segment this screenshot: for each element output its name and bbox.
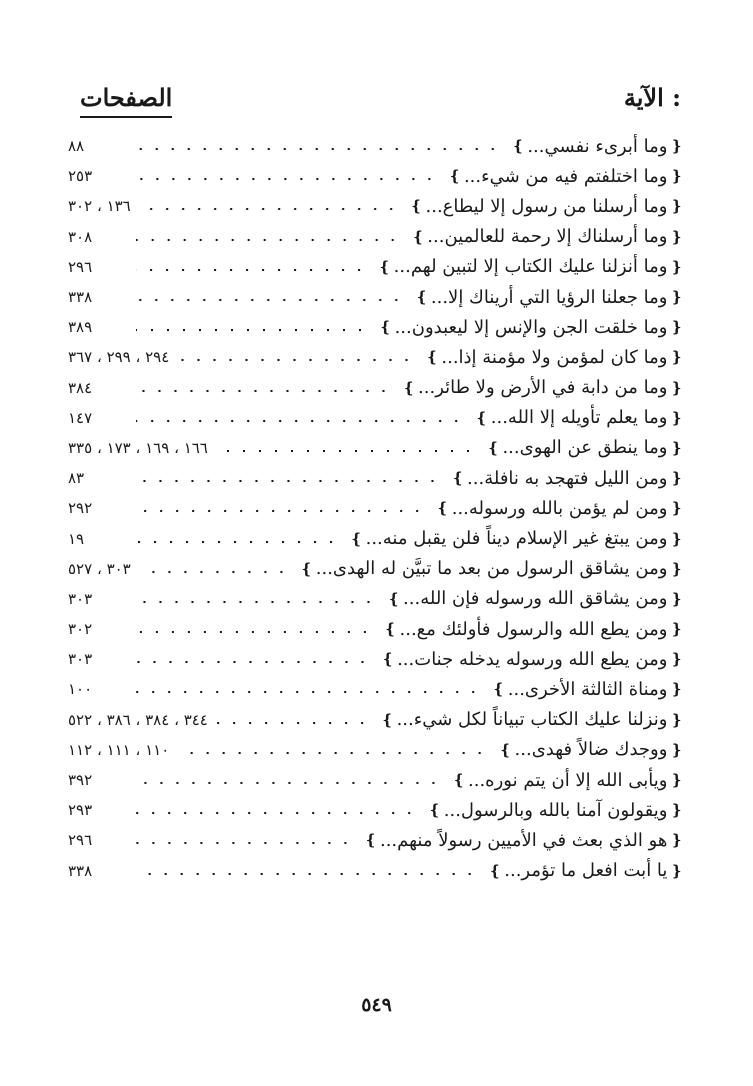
verse-cell — [449, 770, 686, 791]
leader-dots — [216, 721, 370, 725]
verse-text: ويقولون آمنا بالله وبالرسول... — [443, 799, 668, 821]
open-bracket-ornament-icon: ❴ — [670, 167, 683, 186]
open-bracket-ornament-icon: ❴ — [670, 318, 683, 337]
verse-cell — [425, 800, 686, 821]
page-refs: ٢٥٣ — [68, 167, 93, 186]
verse-index-list — [68, 131, 686, 886]
leader-dots — [177, 358, 415, 362]
leader-dots — [136, 177, 437, 181]
leader-dots — [216, 449, 476, 453]
index-row — [68, 222, 686, 252]
leader-dots — [136, 630, 373, 634]
index-row — [68, 765, 686, 795]
close-bracket-ornament-icon: ❵ — [380, 710, 394, 729]
page-refs: ١١٠ ، ١١١ ، ١١٢ — [68, 740, 170, 759]
verse-cell — [381, 619, 686, 640]
index-row — [68, 282, 686, 312]
open-bracket-ornament-icon: ❴ — [670, 257, 683, 276]
verse-text: ومن يطع الله ورسوله يدخله جنات... — [397, 648, 668, 670]
index-row — [68, 252, 686, 282]
page-refs: ٣٤٤ ، ٣٨٤ ، ٣٨٦ ، ٥٢٢ — [68, 710, 208, 729]
page-refs: ٣٠٣ — [68, 650, 93, 669]
verse-text: ومناة الثالثة الأخرى... — [507, 678, 668, 700]
verse-cell — [409, 226, 686, 247]
close-bracket-ornament-icon: ❵ — [379, 318, 392, 337]
verse-text: ومن لم يؤمن بالله ورسوله... — [451, 497, 668, 519]
leader-dots — [136, 389, 391, 393]
verse-cell — [376, 317, 686, 338]
verse-text: وما اختلفتم فيه من شيء... — [463, 165, 668, 187]
page-refs: ٣٨٤ — [68, 378, 93, 397]
verse-cell — [347, 528, 686, 549]
page-refs: ٨٣ — [68, 469, 85, 488]
verse-cell — [361, 830, 686, 851]
verse-cell — [378, 709, 686, 730]
verse-text: وما ينطق عن الهوى... — [502, 437, 668, 459]
index-row — [68, 584, 686, 614]
verse-cell — [375, 256, 686, 277]
leader-dots — [136, 540, 339, 544]
close-bracket-ornament-icon: ❵ — [498, 740, 512, 759]
verse-text: وما من دابة في الأرض ولا طائر... — [418, 377, 668, 399]
page-refs: ١٠٠ — [68, 680, 93, 699]
verse-text: وما أرسلناك إلا رحمة للعالمين... — [427, 226, 668, 248]
close-bracket-ornament-icon: ❵ — [486, 438, 500, 457]
leader-dots — [136, 479, 440, 483]
index-row — [68, 191, 686, 221]
page-refs: ٣٠٣ ، ٥٢٧ — [68, 559, 131, 578]
open-bracket-ornament-icon: ❴ — [670, 378, 683, 397]
close-bracket-ornament-icon: ❵ — [383, 620, 397, 639]
leader-dots — [136, 600, 376, 604]
verse-text: وما كان لمؤمن ولا مؤمنة إذا... — [441, 346, 668, 368]
leader-dots — [139, 207, 399, 211]
leader-dots — [136, 268, 367, 272]
leader-dots — [136, 872, 478, 876]
verse-cell — [399, 377, 686, 398]
verse-text: ونزلنا عليك الكتاب تبياناً لكل شيء... — [396, 709, 668, 731]
verse-text: وما أرسلنا من رسول إلا ليطاع... — [425, 195, 668, 217]
index-row — [68, 735, 686, 765]
index-row — [68, 674, 686, 704]
verse-cell — [433, 498, 686, 519]
verse-text: وما خلقت الجن والإنس إلا ليعبدون... — [394, 316, 668, 338]
verse-text: ومن يشاقق الله ورسوله فإن الله... — [403, 588, 668, 610]
verse-cell — [412, 287, 686, 308]
close-bracket-ornament-icon: ❵ — [402, 378, 416, 397]
index-row — [68, 554, 686, 584]
leader-dots — [136, 811, 417, 815]
open-bracket-ornament-icon: ❴ — [670, 529, 683, 548]
leader-dots — [136, 690, 481, 694]
verse-text: ومن يشاقق الرسول من بعد ما تبيَّن له الهدى... — [315, 558, 668, 580]
close-bracket-ornament-icon: ❵ — [411, 227, 425, 246]
close-bracket-ornament-icon: ❵ — [475, 408, 488, 427]
verse-cell — [448, 468, 686, 489]
leader-dots — [139, 570, 289, 574]
close-bracket-ornament-icon: ❵ — [300, 559, 313, 578]
page-refs: ٢٩٦ — [68, 831, 93, 850]
index-row — [68, 825, 686, 855]
open-bracket-ornament-icon: ❴ — [670, 227, 683, 246]
page-refs: ٢٩٤ ، ٢٩٩ ، ٣٦٧ — [68, 348, 170, 367]
leader-dots — [136, 328, 368, 332]
leader-dots — [136, 238, 401, 242]
index-row — [68, 493, 686, 523]
verse-text: ووجدك ضالاً فهدى... — [514, 739, 668, 761]
close-bracket-ornament-icon: ❵ — [448, 167, 461, 186]
close-bracket-ornament-icon: ❵ — [350, 529, 363, 548]
open-bracket-ornament-icon: ❴ — [670, 499, 683, 518]
open-bracket-ornament-icon: ❴ — [670, 861, 683, 880]
open-bracket-ornament-icon: ❴ — [670, 620, 683, 639]
index-row — [68, 131, 686, 161]
close-bracket-ornament-icon: ❵ — [364, 831, 377, 850]
index-row — [68, 856, 686, 886]
page-refs: ٣٨٩ — [68, 318, 93, 337]
open-bracket-ornament-icon: ❴ — [670, 348, 683, 367]
page-refs: ٣٠٣ — [68, 589, 93, 608]
page-refs: ١٤٧ — [68, 408, 93, 427]
page-refs: ٢٩٦ — [68, 257, 93, 276]
leader-dots — [136, 781, 441, 785]
verse-cell — [423, 347, 686, 368]
pages-column-header: الصفحات — [80, 82, 172, 118]
close-bracket-ornament-icon: ❵ — [488, 861, 502, 880]
close-bracket-ornament-icon: ❵ — [378, 257, 391, 276]
verse-text: وما جعلنا الرؤيا التي أريناك إلا... — [430, 286, 668, 308]
verse-text: ومن يبتغ غير الإسلام ديناً فلن يقبل منه... — [365, 528, 668, 550]
page-refs: ٣٠٢ — [68, 620, 93, 639]
close-bracket-ornament-icon: ❵ — [415, 288, 428, 307]
verse-cell — [472, 407, 686, 428]
verse-cell — [297, 558, 686, 579]
page-refs: ٨٨ — [68, 137, 85, 156]
page-refs: ٣٩٢ — [68, 771, 93, 790]
open-bracket-ornament-icon: ❴ — [670, 710, 683, 729]
verse-text: وما أنزلنا عليك الكتاب إلا لتبين لهم... — [393, 256, 668, 278]
open-bracket-ornament-icon: ❴ — [670, 438, 683, 457]
close-bracket-ornament-icon: ❵ — [452, 771, 466, 790]
page-refs: ٣٠٨ — [68, 227, 93, 246]
verse-cell — [445, 166, 686, 187]
close-bracket-ornament-icon: ❵ — [492, 680, 505, 699]
index-row — [68, 403, 686, 433]
page-refs: ١٦٦ ، ١٦٩ ، ١٧٣ ، ٣٣٥ — [68, 438, 208, 457]
open-bracket-ornament-icon: ❴ — [670, 650, 683, 669]
verse-column-header: الآية : — [623, 83, 681, 112]
verse-text: وما أبرىء نفسي... — [527, 135, 668, 157]
verse-text: ومن يطع الله والرسول فأولئك مع... — [399, 618, 668, 640]
open-bracket-ornament-icon: ❴ — [670, 801, 683, 820]
close-bracket-ornament-icon: ❵ — [425, 348, 439, 367]
verse-cell — [379, 649, 687, 670]
index-row — [68, 463, 686, 493]
page-refs: ٢٩٣ — [68, 801, 93, 820]
close-bracket-ornament-icon: ❵ — [511, 137, 525, 156]
leader-dots — [177, 751, 488, 755]
leader-dots — [136, 147, 501, 151]
index-row — [68, 644, 686, 674]
open-bracket-ornament-icon: ❴ — [670, 680, 683, 699]
verse-text: يا أبت افعل ما تؤمر... — [504, 860, 668, 882]
verse-cell — [489, 679, 686, 700]
index-row — [68, 433, 686, 463]
index-row — [68, 705, 686, 735]
leader-dots — [136, 660, 371, 664]
page-refs: ٢٩٢ — [68, 499, 93, 518]
index-row — [68, 342, 686, 372]
open-bracket-ornament-icon: ❴ — [670, 469, 683, 488]
page-refs: ١٣٦ ، ٣٠٢ — [68, 197, 131, 216]
leader-dots — [136, 298, 404, 302]
close-bracket-ornament-icon: ❵ — [428, 801, 441, 820]
page-refs: ٣٣٨ — [68, 288, 93, 307]
close-bracket-ornament-icon: ❵ — [381, 650, 395, 669]
leader-dots — [136, 419, 464, 423]
open-bracket-ornament-icon: ❴ — [670, 288, 683, 307]
leader-dots — [136, 509, 425, 513]
open-bracket-ornament-icon: ❴ — [670, 831, 683, 850]
verse-text: ومن الليل فتهجد به نافلة... — [467, 467, 668, 489]
open-bracket-ornament-icon: ❴ — [670, 137, 683, 156]
open-bracket-ornament-icon: ❴ — [670, 408, 683, 427]
verse-cell — [496, 739, 686, 760]
open-bracket-ornament-icon: ❴ — [670, 771, 683, 790]
index-row — [68, 161, 686, 191]
verse-text: وما يعلم تأويله إلا الله... — [490, 407, 668, 429]
index-row — [68, 614, 686, 644]
index-row — [68, 795, 686, 825]
page-number: ٥٤٩ — [361, 994, 392, 1016]
page-refs: ٣٣٨ — [68, 861, 93, 880]
verse-cell — [486, 860, 686, 881]
close-bracket-ornament-icon: ❵ — [409, 197, 423, 216]
verse-cell — [407, 196, 686, 217]
open-bracket-ornament-icon: ❴ — [670, 197, 683, 216]
verse-cell — [384, 588, 686, 609]
verse-text: هو الذي بعث في الأميين رسولاً منهم... — [379, 829, 668, 851]
leader-dots — [136, 841, 353, 845]
index-row — [68, 523, 686, 553]
close-bracket-ornament-icon: ❵ — [436, 499, 449, 518]
index-row — [68, 312, 686, 342]
verse-cell — [509, 136, 686, 157]
close-bracket-ornament-icon: ❵ — [387, 589, 401, 608]
open-bracket-ornament-icon: ❴ — [670, 589, 683, 608]
page-refs: ١٩ — [68, 529, 85, 548]
index-row — [68, 373, 686, 403]
verse-text: ويأبى الله إلا أن يتم نوره... — [468, 769, 668, 791]
open-bracket-ornament-icon: ❴ — [670, 740, 683, 759]
open-bracket-ornament-icon: ❴ — [670, 559, 683, 578]
verse-cell — [484, 437, 686, 458]
close-bracket-ornament-icon: ❵ — [451, 469, 465, 488]
